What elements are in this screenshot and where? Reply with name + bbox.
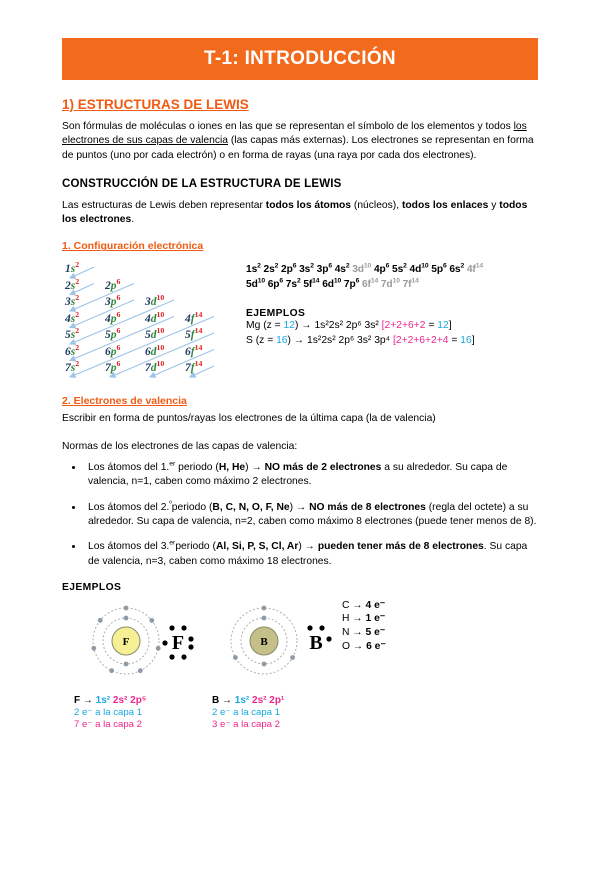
construction-heading: CONSTRUCCIÓN DE LA ESTRUCTURA DE LEWIS: [62, 177, 342, 190]
orbital-empty: [142, 260, 182, 277]
caption-symbol: B: [212, 694, 220, 706]
orbital-4d: $4d^{10}$: [145, 309, 165, 325]
intro-text-a: Son fórmulas de moléculas o iones en las que se representan el símbolo de los elementos y todos: [62, 121, 514, 132]
s-z-value: 16: [276, 334, 288, 346]
caption-outer-config: 2s² 2p¹: [252, 694, 285, 706]
intro-text-b: (las capas más externas). Los electrones se representan en forma de puntos (uno por cada electrón) o en forma de rayas (una raya por cada dos electrones).: [62, 135, 534, 161]
section-heading-lewis: 1) ESTRUCTURAS DE LEWIS: [62, 97, 249, 112]
orbital-empty: [182, 293, 222, 310]
order-orbital-4p: $4p^6$: [373, 263, 390, 276]
shell-electron: [138, 668, 143, 673]
title-banner: [62, 38, 538, 80]
orbital-3d: $3d^{10}$: [145, 293, 165, 309]
caption-symbol: F: [74, 694, 81, 706]
el-count: 6 e⁻: [366, 640, 386, 652]
constr-b2: todos los enlaces: [401, 199, 489, 211]
nucleus-label-B: B: [260, 635, 268, 648]
s-config: 1s²2s² 2p⁶ 3s² 3p⁴: [307, 334, 391, 346]
shell-electron: [262, 605, 267, 610]
shell-electron: [262, 615, 267, 620]
orbital-empty: [142, 277, 182, 294]
el-count: 5 e⁻: [365, 627, 386, 639]
orbital-order-line-1: [246, 262, 538, 277]
orbital-6p: $6p^6$: [105, 342, 121, 358]
constr-a: Las estructuras de Lewis deben representar: [62, 199, 266, 211]
constr-d: .: [131, 214, 135, 226]
lewis-dot: [188, 636, 193, 641]
intro-underlined: los electrones de sus capas de valencia: [62, 121, 527, 147]
page-title: T-1: INTRODUCCIÓN: [204, 48, 396, 69]
lewis-dot: [319, 625, 324, 630]
orbital-7f: $7f^{14}$: [185, 359, 203, 375]
orbital-7d: $7d^{10}$: [145, 359, 165, 375]
shell-electron: [91, 646, 96, 651]
example-mg: [246, 319, 538, 334]
valence-text: Escribir en forma de puntos/rayas los electrones de la última capa (la de valencia): [62, 413, 436, 425]
caption-outer-config: 2s² 2p⁵: [112, 694, 147, 706]
aufbau-orbital-grid: [62, 260, 222, 376]
s-eq: =: [448, 334, 461, 346]
orbital-7p: $7p^6$: [105, 359, 121, 375]
lewis-symbol-F: F: [171, 631, 185, 654]
mg-z-label: (z =: [263, 320, 284, 332]
s-arrow: →: [293, 334, 305, 346]
orbital-3p: $3p^6$: [105, 293, 121, 309]
order-orbital-3p: $3p^6$: [316, 263, 332, 276]
order-orbital-7f: $7f^{14}$: [402, 278, 419, 291]
examples-label-config: EJEMPLOS: [246, 308, 306, 320]
caption-config-F: [74, 694, 224, 707]
atom-caption-B: [212, 694, 362, 732]
el-count: 4 e⁻: [365, 599, 386, 611]
shell-electron: [98, 618, 103, 623]
orbital-order-line-2: [246, 277, 538, 292]
shell-electron: [262, 661, 267, 666]
configuration-row: [62, 260, 538, 382]
valence-rule-3: • Los átomos del 3.$^{er}$periodo (Al, Si, P, S, Cl, Ar) → pueden tener más de 8 electrones. Su capa de valencia, n=3, caben como máximo 18 electrones.: [84, 540, 538, 569]
caption-inner-config: 1s²: [234, 694, 250, 706]
construction-paragraph: [62, 199, 538, 228]
orbital-6f: $6f^{14}$: [185, 342, 203, 358]
orbital-2p: $2p^6$: [105, 276, 121, 292]
caption-shell2-B: 3 e⁻ a la capa 2: [212, 719, 281, 731]
el-arrow: →: [352, 599, 363, 611]
lewis-dot: [181, 625, 186, 630]
lewis-dot: [181, 654, 186, 659]
lewis-dot: [307, 625, 312, 630]
bohr-model-F: [74, 601, 224, 687]
el-symbol: N: [342, 627, 350, 639]
mg-z-close: ): [294, 320, 299, 332]
caption-arrow: →: [82, 694, 93, 706]
atom-example-B: [212, 601, 362, 732]
el-count: 1 e⁻: [365, 613, 386, 625]
orbital-4s: $4s^2$: [65, 309, 80, 325]
orbital-5f: $5f^{14}$: [185, 326, 203, 342]
orbital-3s: $3s^2$: [65, 293, 80, 309]
orbital-empty: [102, 260, 142, 277]
order-orbital-7d: $7d^{10}$: [380, 278, 400, 291]
order-orbital-6s: $6s^2$: [449, 263, 465, 276]
order-orbital-2p: $2p^6$: [281, 263, 297, 276]
orbital-6d: $6d^{10}$: [145, 342, 165, 358]
mg-arrow: →: [301, 320, 312, 332]
caption-shell2-F: 7 e⁻ a la capa 2: [74, 719, 143, 731]
s-sum: [2+2+6+2+4: [392, 334, 449, 346]
caption-inner-config: 1s²: [95, 694, 111, 706]
el-symbol: H: [342, 613, 350, 625]
constr-b3: todos los electrones: [62, 199, 528, 226]
order-orbital-6p: $6p^6$: [267, 278, 284, 291]
el-symbol: O: [342, 640, 351, 652]
orbital-7s: $7s^2$: [65, 359, 80, 375]
order-orbital-4f: $4f^{14}$: [466, 263, 483, 276]
valence-rule-1: • Los átomos del 1.$^{er}$ periodo (H, He) → NO más de 2 electrones a su alrededor. Su capa de valencia, n=1, caben como máximo 2 electrones.: [84, 461, 538, 490]
order-orbital-5d: $5d^{10}$: [246, 278, 265, 291]
aufbau-diagram: [62, 260, 234, 382]
caption-shell1-B: 2 e⁻ a la capa 1: [212, 706, 281, 718]
lewis-dot: [169, 625, 174, 630]
caption-config-B: [212, 694, 362, 707]
order-orbital-7p: $7p^6$: [343, 278, 360, 291]
orbital-empty: [182, 260, 222, 277]
orbital-6s: $6s^2$: [65, 342, 80, 358]
el-arrow: →: [352, 627, 363, 639]
intro-paragraph: [62, 120, 538, 163]
order-orbital-6d: $6d^{10}$: [322, 278, 342, 291]
lewis-symbol-B: B: [309, 631, 323, 654]
mg-config: 1s²2s² 2p⁶ 3s²: [314, 320, 379, 332]
nucleus-label-F: F: [122, 635, 130, 648]
s-total: 16: [460, 334, 472, 346]
order-orbital-5p: $5p^6$: [431, 263, 447, 276]
order-orbital-7s: $7s^2$: [285, 278, 301, 291]
orbital-4f: $4f^{14}$: [185, 309, 203, 325]
document-page: [0, 38, 600, 886]
el-symbol: C: [342, 599, 350, 611]
shell-electron: [124, 615, 129, 620]
orbital-order-column: [234, 260, 538, 348]
mg-z-value: 12: [283, 320, 295, 332]
order-orbital-2s: $2s^2$: [263, 263, 279, 276]
mg-symbol: Mg: [246, 320, 261, 332]
orbital-5d: $5d^{10}$: [145, 326, 165, 342]
order-orbital-3s: $3s^2$: [299, 263, 314, 276]
bohr-model-B: [212, 601, 362, 687]
order-orbital-4s: $4s^2$: [334, 263, 350, 276]
constr-b1: todos los átomos: [265, 199, 352, 211]
order-orbital-3d: $3d^{10}$: [352, 263, 372, 276]
constr-b: (núcleos),: [351, 199, 402, 211]
order-orbital-6f: $6f^{14}$: [361, 278, 379, 291]
s-symbol: S: [246, 334, 253, 346]
subsection-heading-config: 1. Configuración electrónica: [62, 240, 204, 253]
order-orbital-5f: $5f^{14}$: [303, 278, 320, 291]
el-arrow: →: [352, 640, 364, 652]
shell-electron: [156, 646, 161, 651]
valence-rule-2: • Los átomos del 2.$^º$periodo (B, C, N, O, F, Ne) → NO más de 8 electrones (regla del octete) a su alrededor. Su capa de valencia, n=2, caben como máximo 8 electrones (puede tener menos de 8).: [84, 501, 538, 530]
shell-electron: [109, 668, 114, 673]
orbital-2s: $2s^2$: [65, 276, 80, 292]
lewis-dot: [326, 636, 331, 641]
examples-label-bottom: EJEMPLOS: [62, 581, 122, 593]
orbital-4p: $4p^6$: [105, 309, 121, 325]
s-z-label: (z =: [255, 334, 277, 346]
atom-example-F: [74, 601, 224, 732]
caption-shell1-F: 2 e⁻ a la capa 1: [74, 706, 143, 718]
example-s: [246, 334, 538, 349]
s-z-close: ): [287, 334, 291, 346]
shell-electron: [290, 655, 295, 660]
orbital-5s: $5s^2$: [65, 326, 80, 342]
bottom-examples: [62, 582, 538, 732]
mg-total: 12: [437, 320, 449, 332]
mg-sum: [2+2+6+2: [381, 320, 426, 332]
el-arrow: →: [352, 613, 363, 625]
caption-arrow: →: [222, 694, 233, 706]
valence-rules-list: [62, 461, 538, 569]
atom-caption-F: [74, 694, 224, 732]
mg-close: ]: [448, 320, 452, 332]
constr-c: y: [488, 199, 500, 211]
subsection-heading-valence: 2. Electrones de valencia: [62, 395, 187, 408]
shell-electron: [149, 618, 154, 623]
atom-diagrams: [62, 597, 538, 729]
lewis-dot: [188, 644, 193, 649]
shell-electron: [124, 605, 129, 610]
orbital-empty: [182, 277, 222, 294]
lewis-dot: [162, 640, 167, 645]
lewis-dot: [169, 654, 174, 659]
orbital-1s: $1s^2$: [65, 260, 80, 276]
shell-electron: [124, 661, 129, 666]
order-orbital-5s: $5s^2$: [392, 263, 407, 276]
s-close: ]: [471, 334, 475, 346]
orbital-5p: $5p^6$: [105, 326, 121, 342]
rules-heading: Normas de los electrones de las capas de valencia:: [62, 440, 298, 452]
order-orbital-4d: $4d^{10}$: [409, 263, 429, 276]
shell-electron: [233, 655, 238, 660]
order-orbital-1s: $1s^2$: [246, 263, 261, 276]
mg-eq: =: [425, 320, 438, 332]
